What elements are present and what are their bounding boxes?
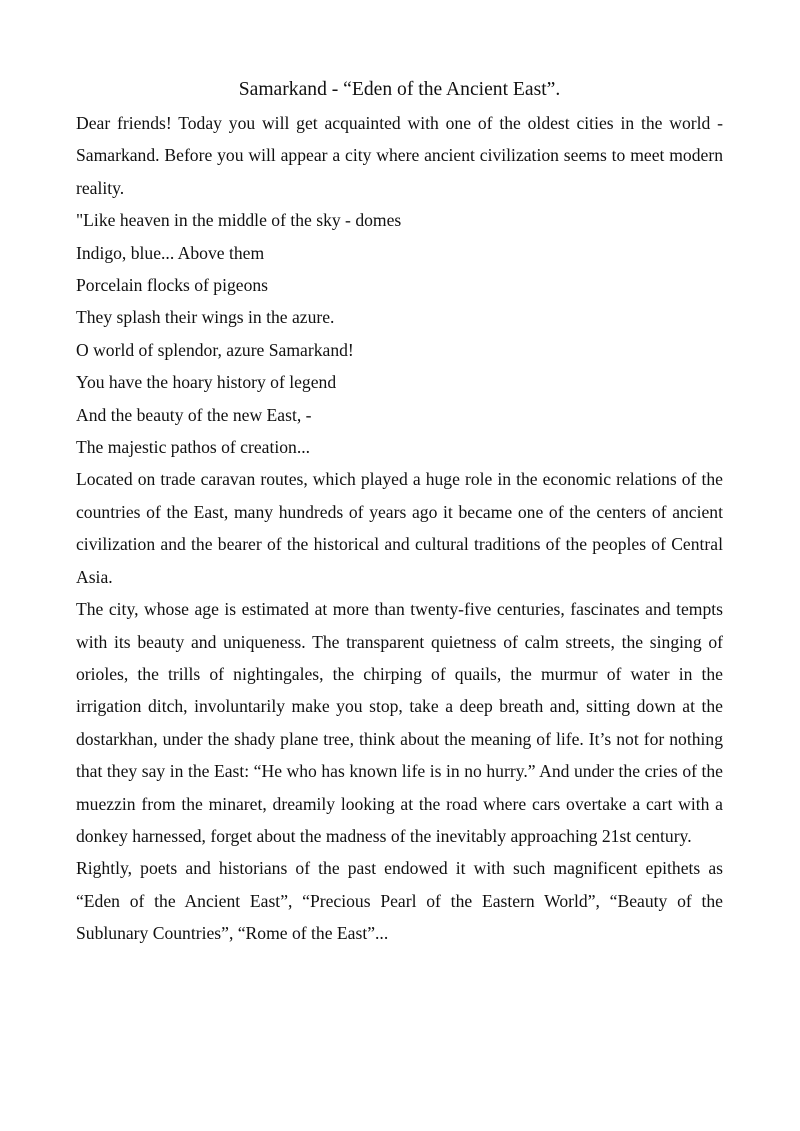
body-paragraph-trade-routes: Located on trade caravan routes, which played a huge role in the economic relations of the countries of the East, many hundreds of years ago it became one of the centers of ancient civilization and the bearer of the historical and cultural traditions of the peoples of Central Asia. bbox=[76, 469, 723, 587]
body-paragraph-city-age: The city, whose age is estimated at more than twenty-five centuries, fascinates and tempts with its beauty and uniqueness. The transparent quietness of calm streets, the singing of orioles, the trills of nightingales, the chirping of quails, the murmur of water in the irrigation ditch, involuntarily make you stop, take a deep breath and, sitting down at the dostarkhan, under the shady plane tree, think about the meaning of life. It’s not for nothing that they say in the East: “He who has known life is in no hurry.” And under the cries of the muezzin from the minaret, dreamily looking at the road where cars overtake a cart with a donkey harnessed, forget about the madness of the inevitably approaching 21st century. bbox=[76, 599, 723, 846]
body-paragraph-epithets: Rightly, poets and historians of the past endowed it with such magnificent epithets as “Eden of the Ancient East”, “Precious Pearl of the Eastern World”, “Beauty of the Sublunary Countries”, “Rome of the East”... bbox=[76, 858, 723, 944]
poem-line: The majestic pathos of creation... bbox=[76, 437, 311, 458]
poem-line: You have the hoary history of legend bbox=[76, 372, 337, 393]
poem-line: And the beauty of the new East, - bbox=[76, 404, 312, 425]
poem-line: "Like heaven in the middle of the sky - domes bbox=[76, 210, 402, 231]
poem-line: O world of splendor, azure Samarkand! bbox=[76, 339, 354, 360]
intro-paragraph: Dear friends! Today you will get acquainted with one of the oldest cities in the world - Samarkand. Before you will appear a city where ancient civilization seems to meet modern reality. bbox=[76, 113, 723, 198]
poem-line: Porcelain flocks of pigeons bbox=[76, 275, 269, 296]
document-title: Samarkand - “Eden of the Ancient East”. bbox=[238, 79, 561, 100]
poem-block bbox=[76, 204, 723, 463]
poem-line: They splash their wings in the azure. bbox=[76, 307, 335, 328]
poem-line: Indigo, blue... Above them bbox=[76, 242, 265, 263]
document-page bbox=[76, 74, 723, 950]
